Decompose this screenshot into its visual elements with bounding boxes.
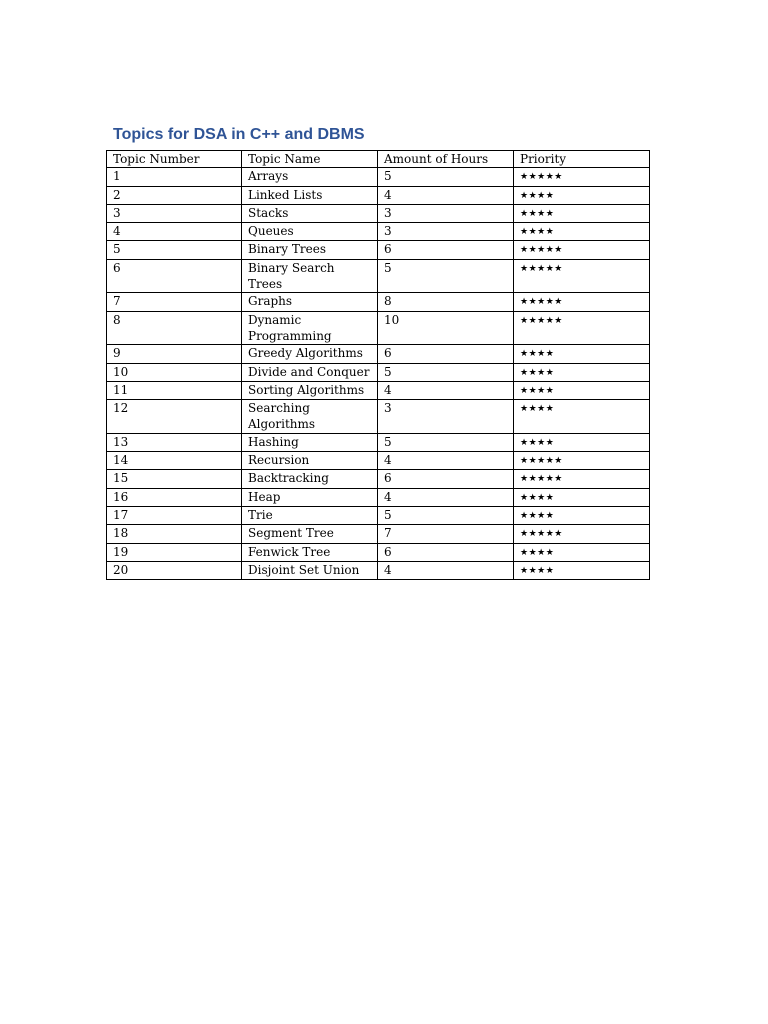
star-rating-icon: ★★★★★ [520,245,563,256]
priority-stars [514,470,650,488]
topic-name-cell: Binary Trees [242,241,378,259]
topic-number-cell: 18 [107,525,242,543]
table-row [107,506,650,524]
hours-cell: 4 [378,488,514,506]
topic-number-cell: 5 [107,241,242,259]
topic-number-cell: 2 [107,186,242,204]
table-row [107,363,650,381]
hours-cell: 5 [378,433,514,451]
table-row [107,241,650,259]
topic-number-cell: 1 [107,168,242,186]
star-rating-icon: ★★★★ [520,208,555,219]
table-row [107,488,650,506]
hours-cell: 5 [378,259,514,293]
topic-name-cell: Sorting Algorithms [242,381,378,399]
hours-cell: 6 [378,345,514,363]
hours-cell: 3 [378,223,514,241]
hours-cell: 4 [378,452,514,470]
topic-number-cell: 20 [107,561,242,579]
priority-stars [514,168,650,186]
topic-name-cell: Searching Algorithms [242,400,378,434]
topic-name-cell: Binary Search Trees [242,259,378,293]
star-rating-icon: ★★★★ [520,492,555,503]
topic-number-cell: 7 [107,293,242,311]
star-rating-icon: ★★★★★ [520,456,563,467]
priority-stars [514,561,650,579]
column-header-priority: Priority [514,151,650,168]
priority-stars [514,223,650,241]
hours-cell: 4 [378,186,514,204]
topic-name-cell: Backtracking [242,470,378,488]
priority-stars [514,433,650,451]
topic-number-cell: 16 [107,488,242,506]
topic-number-cell: 17 [107,506,242,524]
column-header-topic-number: Topic Number [107,151,242,168]
hours-cell: 10 [378,311,514,345]
column-header-topic-name: Topic Name [242,151,378,168]
hours-cell: 7 [378,525,514,543]
star-rating-icon: ★★★★★ [520,263,563,274]
hours-cell: 6 [378,241,514,259]
star-rating-icon: ★★★★ [520,510,555,521]
table-row [107,433,650,451]
table-row [107,223,650,241]
hours-cell: 3 [378,400,514,434]
priority-stars [514,259,650,293]
star-rating-icon: ★★★★★ [520,172,563,183]
topic-name-cell: Fenwick Tree [242,543,378,561]
table-row [107,168,650,186]
star-rating-icon: ★★★★ [520,385,555,396]
topics-table [106,150,650,580]
table-body [107,168,650,580]
topic-name-cell: Graphs [242,293,378,311]
topic-number-cell: 3 [107,204,242,222]
hours-cell: 3 [378,204,514,222]
topic-number-cell: 14 [107,452,242,470]
topic-name-cell: Arrays [242,168,378,186]
star-rating-icon: ★★★★ [520,227,555,238]
topic-number-cell: 6 [107,259,242,293]
topic-number-cell: 19 [107,543,242,561]
priority-stars [514,293,650,311]
star-rating-icon: ★★★★ [520,565,555,576]
hours-cell: 6 [378,543,514,561]
hours-cell: 6 [378,470,514,488]
topic-number-cell: 11 [107,381,242,399]
topic-name-cell: Heap [242,488,378,506]
column-header-amount-of-hours: Amount of Hours [378,151,514,168]
priority-stars [514,204,650,222]
star-rating-icon: ★★★★★ [520,529,563,540]
topic-number-cell: 4 [107,223,242,241]
hours-cell: 5 [378,363,514,381]
table-row [107,470,650,488]
table-row [107,400,650,434]
topic-name-cell: Dynamic Programming [242,311,378,345]
topic-name-cell: Greedy Algorithms [242,345,378,363]
topic-name-cell: Stacks [242,204,378,222]
hours-cell: 4 [378,381,514,399]
hours-cell: 5 [378,168,514,186]
table-header-row [107,151,650,168]
table-row [107,204,650,222]
topic-name-cell: Linked Lists [242,186,378,204]
priority-stars [514,345,650,363]
star-rating-icon: ★★★★ [520,190,555,201]
priority-stars [514,543,650,561]
topic-number-cell: 13 [107,433,242,451]
topic-name-cell: Queues [242,223,378,241]
topic-number-cell: 12 [107,400,242,434]
topic-number-cell: 9 [107,345,242,363]
topic-number-cell: 15 [107,470,242,488]
table-row [107,452,650,470]
priority-stars [514,311,650,345]
topic-number-cell: 10 [107,363,242,381]
priority-stars [514,488,650,506]
table-row [107,345,650,363]
topic-number-cell: 8 [107,311,242,345]
star-rating-icon: ★★★★★ [520,297,563,308]
table-row [107,561,650,579]
priority-stars [514,381,650,399]
star-rating-icon: ★★★★ [520,404,555,415]
topic-name-cell: Disjoint Set Union [242,561,378,579]
table-row [107,293,650,311]
star-rating-icon: ★★★★ [520,367,555,378]
priority-stars [514,241,650,259]
topic-name-cell: Recursion [242,452,378,470]
hours-cell: 5 [378,506,514,524]
topic-name-cell: Hashing [242,433,378,451]
hours-cell: 4 [378,561,514,579]
priority-stars [514,452,650,470]
priority-stars [514,363,650,381]
topic-name-cell: Segment Tree [242,525,378,543]
star-rating-icon: ★★★★ [520,437,555,448]
priority-stars [514,186,650,204]
table-row [107,259,650,293]
hours-cell: 8 [378,293,514,311]
star-rating-icon: ★★★★★ [520,315,563,326]
table-row [107,311,650,345]
priority-stars [514,525,650,543]
table-row [107,543,650,561]
topic-name-cell: Divide and Conquer [242,363,378,381]
topic-name-cell: Trie [242,506,378,524]
star-rating-icon: ★★★★ [520,547,555,558]
priority-stars [514,506,650,524]
star-rating-icon: ★★★★★ [520,474,563,485]
table-row [107,381,650,399]
table-row [107,525,650,543]
table-row [107,186,650,204]
priority-stars [514,400,650,434]
star-rating-icon: ★★★★ [520,349,555,360]
document-title: Topics for DSA in C++ and DBMS [113,126,365,143]
